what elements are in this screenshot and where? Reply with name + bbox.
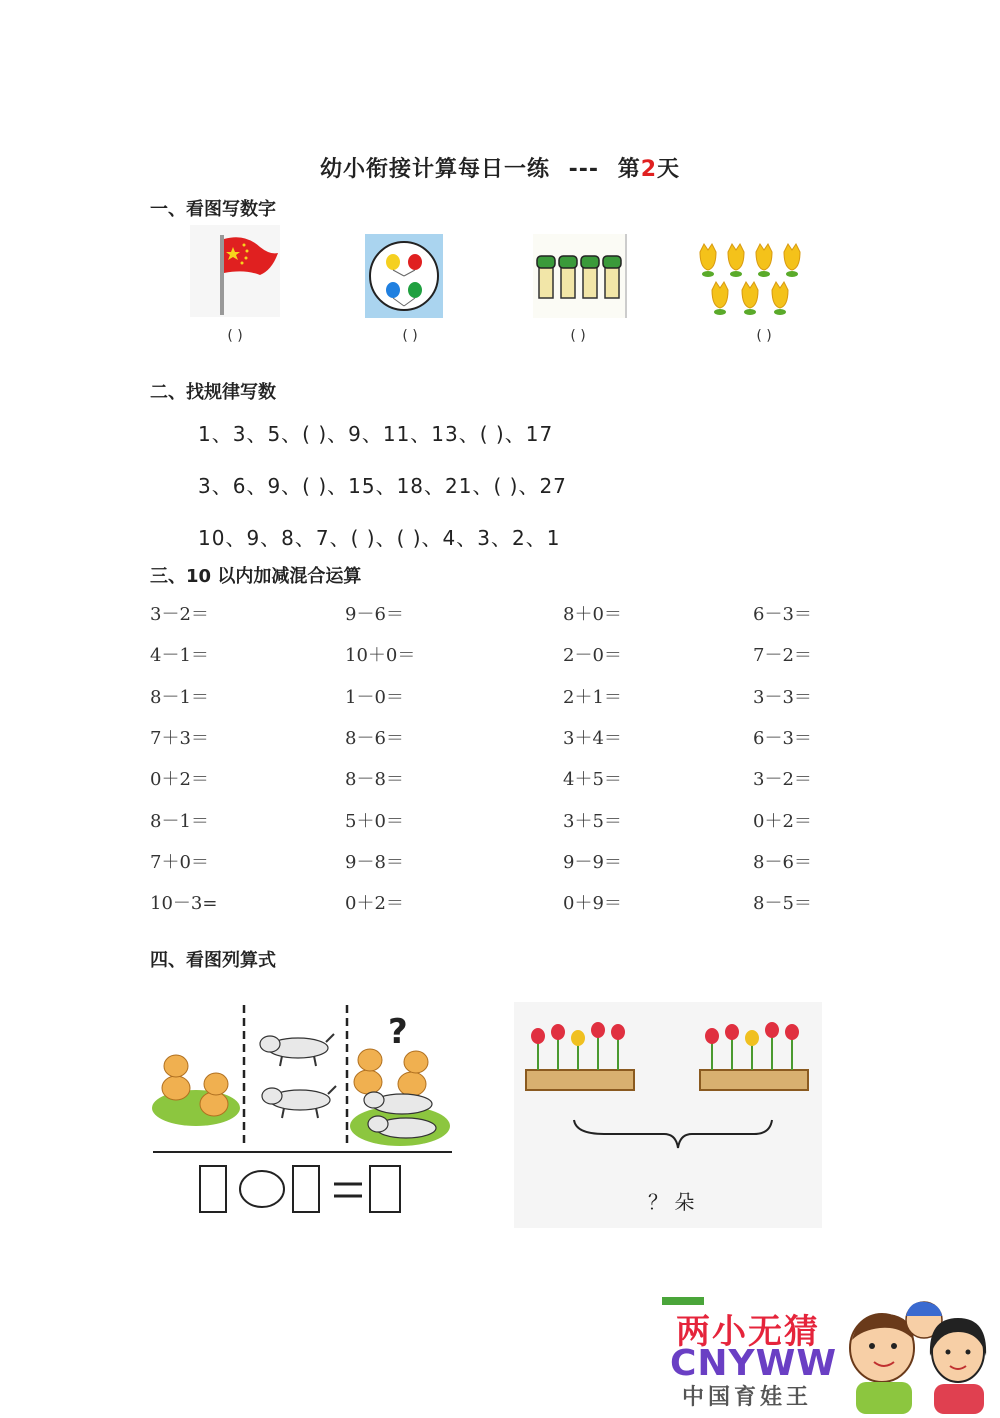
arithmetic-problem: 8－1＝ [150, 686, 209, 708]
section3-heading: 三、10 以内加减混合运算 [150, 566, 362, 587]
arithmetic-problem: 8－6＝ [345, 727, 404, 749]
flag-image [190, 225, 280, 317]
arithmetic-problem: 0＋9＝ [563, 893, 622, 915]
arithmetic-problem: 2－0＝ [563, 645, 622, 667]
arithmetic-problem: 0＋2＝ [345, 893, 404, 915]
arithmetic-problem: 7－2＝ [753, 645, 812, 667]
arithmetic-problem: 8－8＝ [345, 769, 404, 791]
section2-heading: 二、找规律写数 [150, 382, 276, 403]
arithmetic-problem: 7＋3＝ [150, 727, 209, 749]
arithmetic-problem: 9－9＝ [563, 851, 622, 873]
arithmetic-problem: 1－0＝ [345, 686, 404, 708]
arithmetic-problem: 4－1＝ [150, 645, 209, 667]
family-illustration [840, 1296, 998, 1414]
arithmetic-problem: 2＋1＝ [563, 686, 622, 708]
arithmetic-problem: 8－1＝ [150, 810, 209, 832]
logo-subtitle: 中国育娃王 [682, 1385, 813, 1410]
balloons-image [365, 234, 443, 318]
flower-count-caption: ？ 朵 [648, 1190, 695, 1214]
logo-title: 两小无猜 [676, 1312, 820, 1352]
title-dash: --- [568, 157, 600, 182]
arithmetic-problem: 10－3= [150, 893, 218, 915]
arithmetic-problem: 3－2＝ [150, 604, 209, 625]
title-day-prefix: 第 [617, 157, 641, 182]
answer-blank-tulips[interactable]: ( ) [756, 328, 772, 344]
sequence-row-2: 3、6、9、( )、15、18、21、( )、27 [198, 474, 567, 498]
arithmetic-problem: 0＋2＝ [753, 810, 812, 832]
arithmetic-problem: 5＋0＝ [345, 810, 404, 832]
arithmetic-problem: 6－3＝ [753, 604, 812, 625]
page-title [0, 152, 1000, 183]
arithmetic-problem: 9－8＝ [345, 851, 404, 873]
section1-heading: 一、看图写数字 [150, 199, 276, 220]
sequence-row-1: 1、3、5、( )、9、11、13、( )、17 [198, 422, 554, 446]
title-day-suffix: 天 [657, 157, 681, 182]
arithmetic-problem: 3＋4＝ [563, 727, 622, 749]
title-day-number: 2 [640, 157, 658, 182]
arithmetic-problem: 4＋5＝ [563, 769, 622, 791]
arithmetic-problem: 8＋0＝ [563, 604, 622, 625]
answer-blank-flag[interactable]: ( ) [227, 328, 243, 344]
section4-heading: 四、看图列算式 [150, 950, 276, 971]
answer-blank-balloons[interactable]: ( ) [402, 328, 418, 344]
arithmetic-problem: 8－5＝ [753, 893, 812, 915]
title-text: 幼小衔接计算每日一练 [319, 157, 550, 182]
arithmetic-problem: 6－3＝ [753, 727, 812, 749]
dogs-picture [150, 1000, 460, 1220]
arithmetic-problem: 0＋2＝ [150, 769, 209, 791]
arithmetic-problem: 3－3＝ [753, 686, 812, 708]
logo-brand: CNYWW [670, 1343, 838, 1384]
arithmetic-problem: 8－6＝ [753, 851, 812, 873]
arithmetic-problem: 9－6＝ [345, 604, 404, 625]
arithmetic-problem: 10＋0＝ [345, 645, 416, 667]
answer-blank-bottles[interactable]: ( ) [570, 328, 586, 344]
question-mark: ? [388, 1012, 408, 1052]
arithmetic-problem: 3－2＝ [753, 769, 812, 791]
sequence-row-3: 10、9、8、7、( )、( )、4、3、2、1 [198, 526, 561, 550]
bottles-image [533, 234, 627, 318]
arithmetic-problem: 3＋5＝ [563, 810, 622, 832]
tulips-image [696, 240, 816, 324]
arithmetic-problem: 7＋0＝ [150, 851, 209, 873]
